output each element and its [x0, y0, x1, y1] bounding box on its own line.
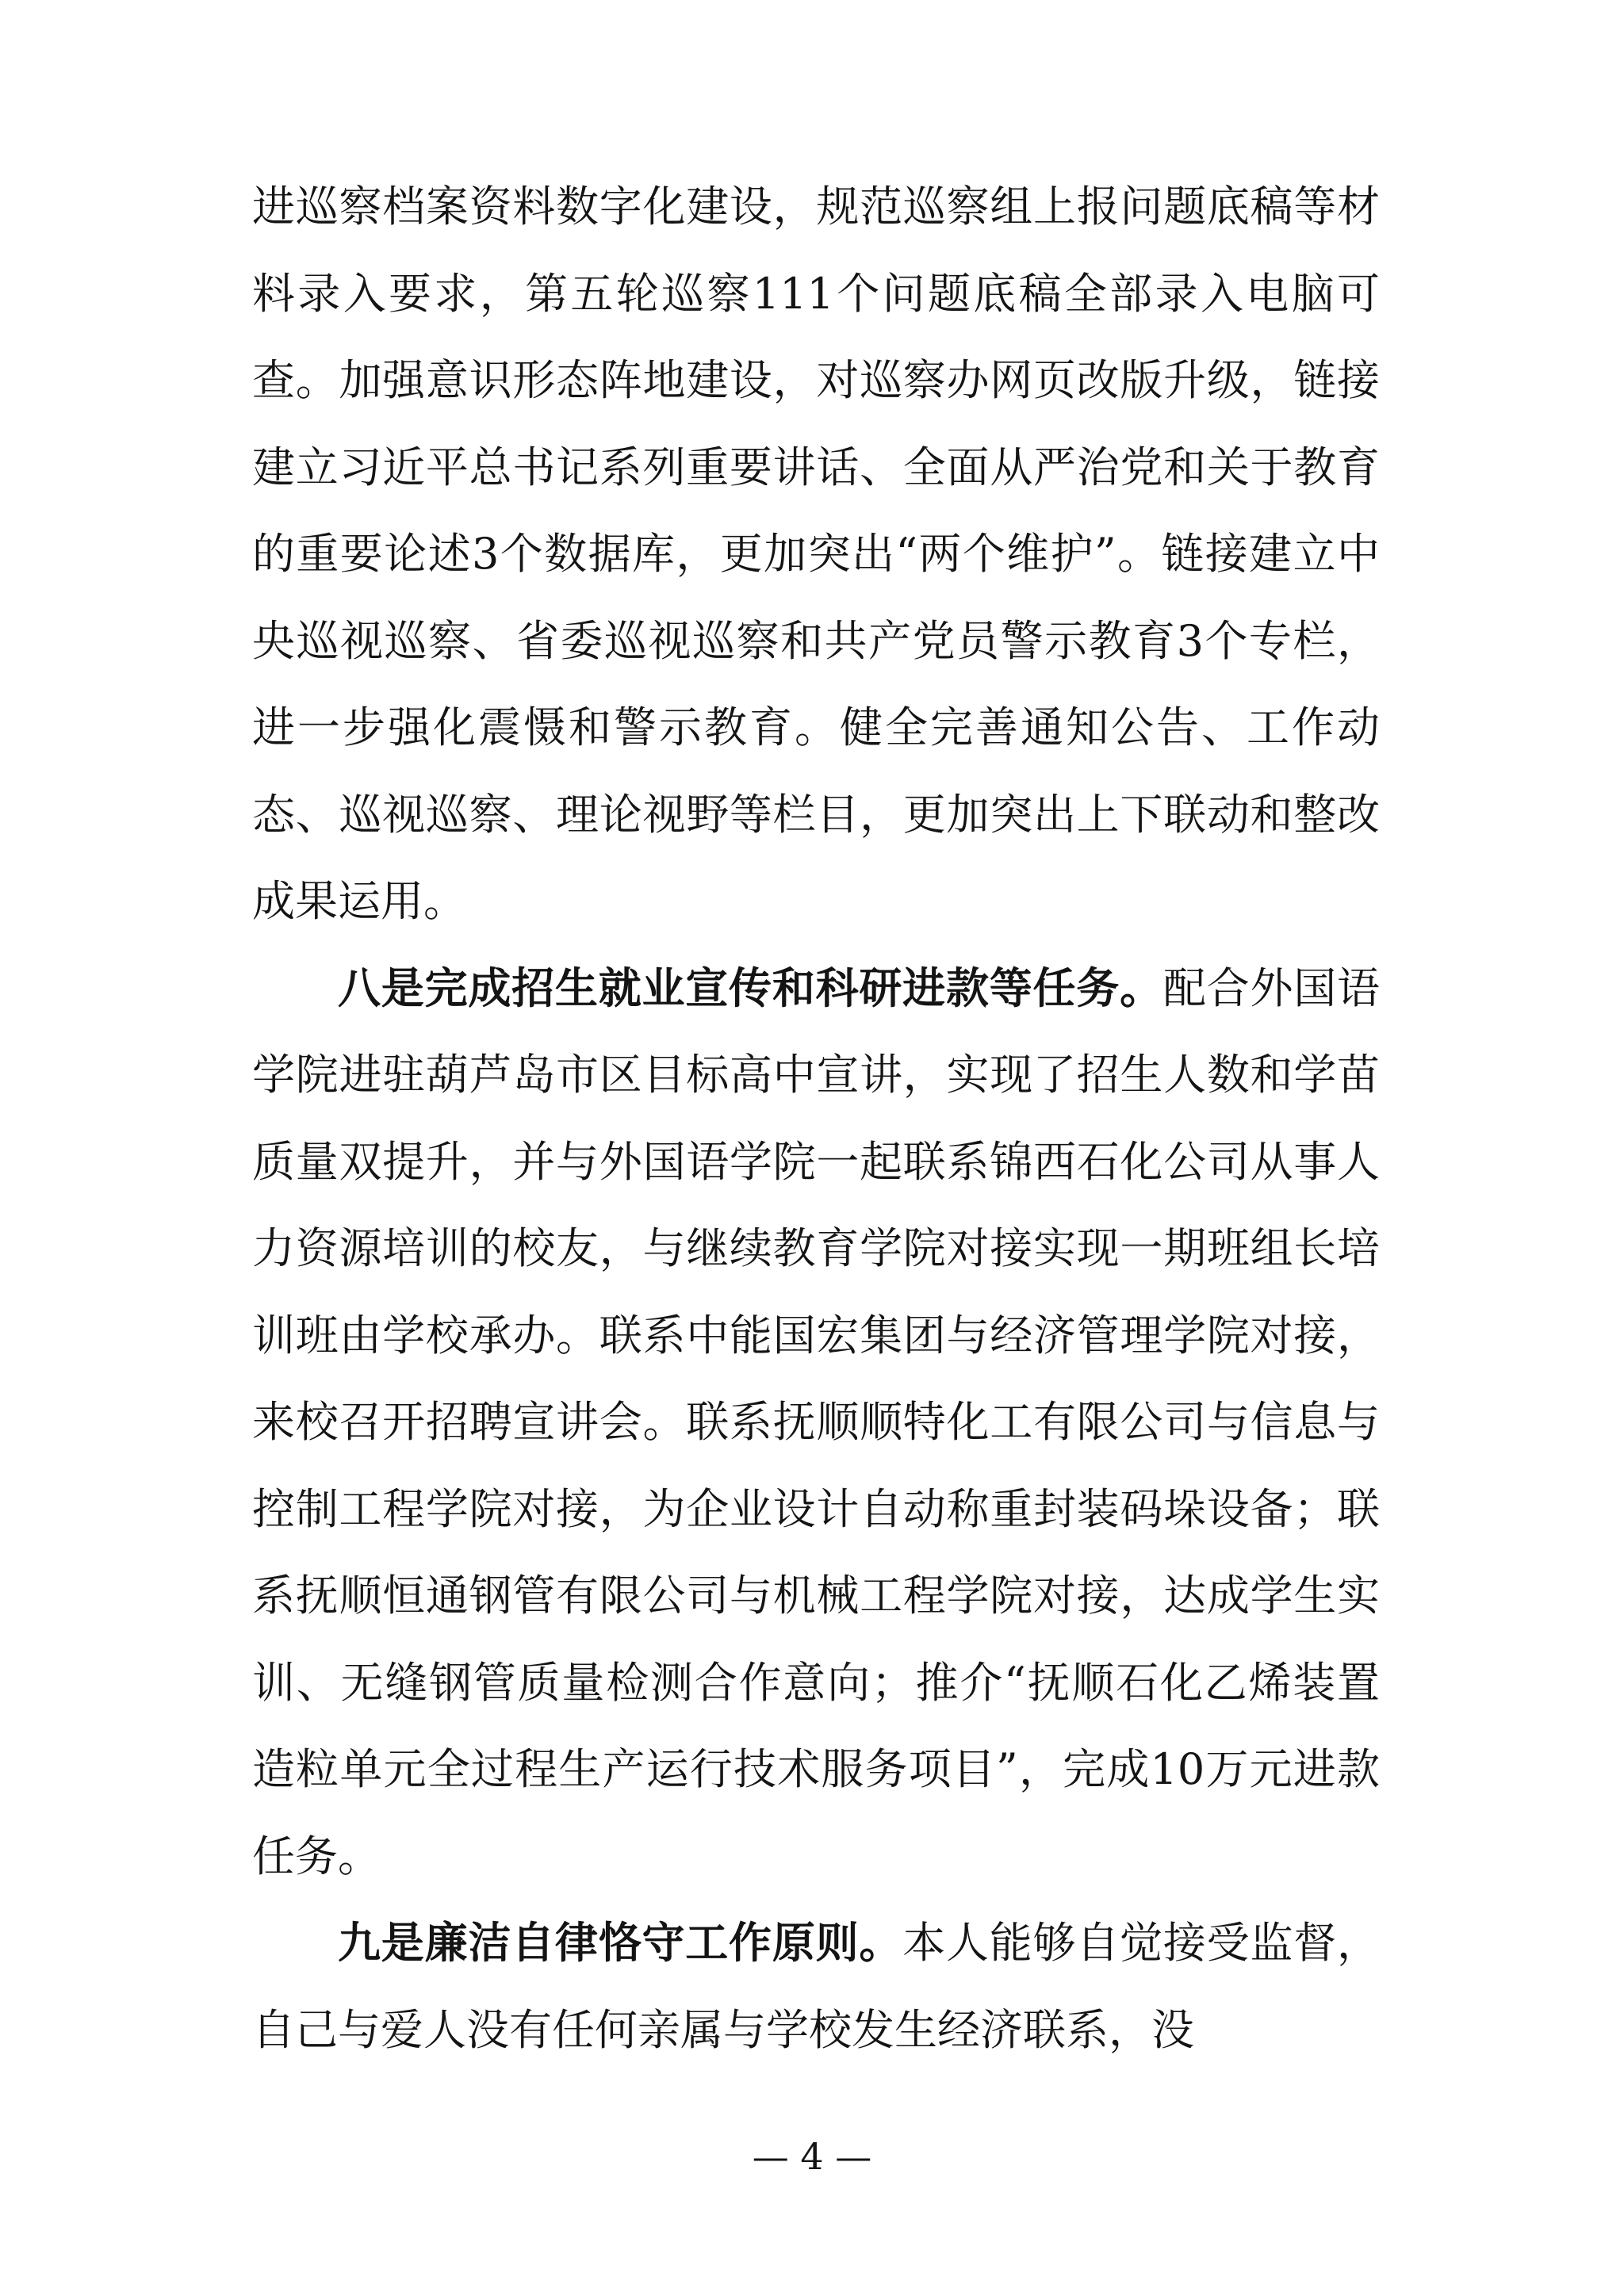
paragraph-item-nine: [252, 1900, 1380, 2073]
paragraph-text: 进巡察档案资料数字化建设，规范巡察组上报问题底稿等材料录入要求，第五轮巡察111个问题底稿全部录入电脑可查。加强意识形态阵地建设，对巡察办网页改版升级，链接建立习近平总书记系列重要讲话、全面从严治党和关于教育的重要论述3个数据库，更加突出“两个维护”。链接建立中央巡视巡察、省委巡视巡察和共产党员警示教育3个专栏，进一步强化震慑和警示教育。健全完善通知公告、工作动态、巡视巡察、理论视野等栏目，更加突出上下联动和整改成果运用。: [252, 182, 1380, 926]
document-body: [252, 163, 1380, 2073]
paragraph-text: 本人能够自觉接受监督，自己与爱人没有任何亲属与学校发生经济联系，没: [252, 1918, 1381, 2055]
paragraph-heading: 八是完成招生就业宣传和科研进款等任务。: [338, 962, 1163, 1013]
paragraph-heading: 九是廉洁自律恪守工作原则。: [338, 1918, 903, 1968]
page-number: — 4 —: [752, 2135, 872, 2178]
paragraph-text: 配合外国语学院进驻葫芦岛市区目标高中宣讲，实现了招生人数和学苗质量双提升，并与外国语学院一起联系锦西石化公司从事人力资源培训的校友，与继续教育学院对接实现一期班组长培训班由学校承办。联系中能国宏集团与经济管理学院对接，来校召开招聘宣讲会。联系抚顺顺特化工有限公司与信息与控制工程学院对接，为企业设计自动称重封装码垛设备；联系抚顺恒通钢管有限公司与机械工程学院对接，达成学生实训、无缝钢管质量检测合作意向；推介“抚顺石化乙烯装置造粒单元全过程生产运行技术服务项目”，完成10万元进款任务。: [252, 962, 1381, 1881]
paragraph-continuation: [252, 163, 1380, 945]
paragraph-item-eight: [252, 945, 1380, 1900]
